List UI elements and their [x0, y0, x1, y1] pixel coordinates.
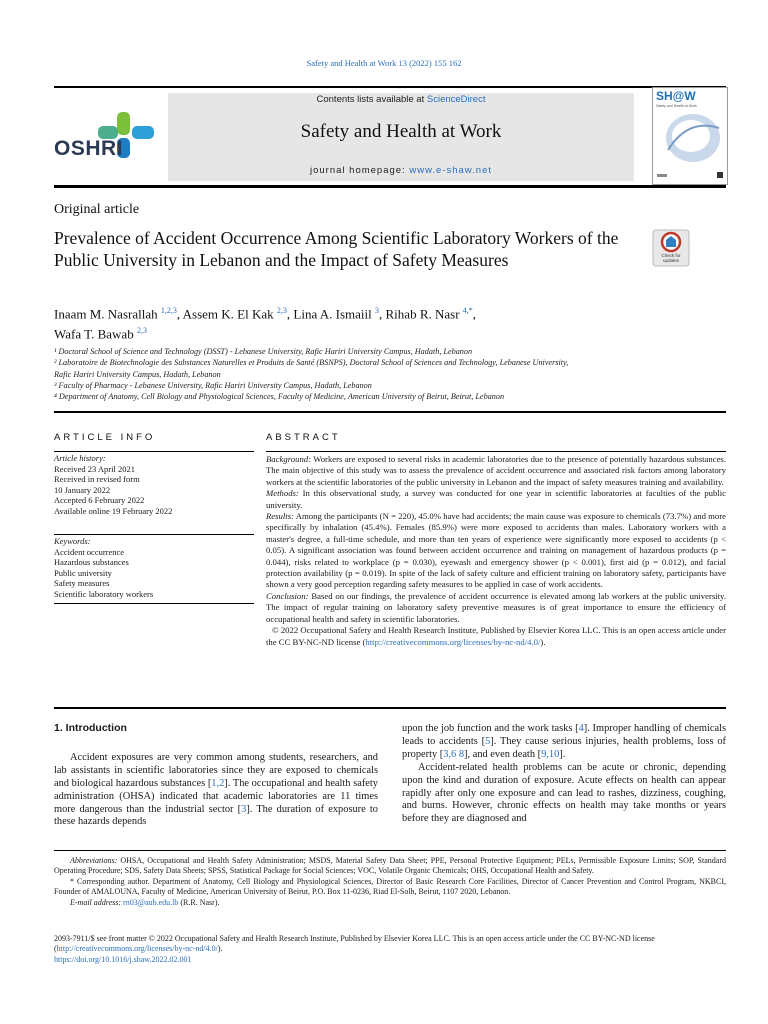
cover-subtitle: Safety and Health at Work: [656, 104, 697, 108]
history-item: Received 23 April 2021: [54, 463, 135, 474]
running-head[interactable]: Safety and Health at Work 13 (2022) 155 162: [306, 58, 462, 68]
history-item: Received in revised form: [54, 474, 140, 485]
text-run: ]. The occupational and health safety administration (OHSA) indicated that academic laboratories are 11 times more dangerous than the industrial sector [: [54, 777, 378, 815]
affiliation-rule: [54, 411, 726, 413]
author-name[interactable]: Rihab R. Nasr: [385, 306, 460, 322]
keyword-item[interactable]: Safety measures: [54, 578, 110, 589]
history-item: Available online 19 February 2022: [54, 505, 173, 516]
journal-homepage-link[interactable]: www.e-shaw.net: [409, 165, 492, 176]
text-run: ]. The duration of exposure to these hazards depends: [54, 803, 378, 828]
author-affiliation-ref[interactable]: 2,3: [276, 306, 287, 315]
affiliation-line: ¹ Doctoral School of Science and Technology (DSST) - Lebanese University, Rafic Hariri University Campus, Hadath, Lebanon: [54, 347, 473, 356]
cover-logo: SH@W: [656, 89, 696, 103]
intro-paragraph-continued: [402, 723, 726, 762]
page-bottom-info: [54, 934, 726, 965]
abstract-background: [266, 454, 726, 488]
intro-paragraph: Accident-related health problems can be acute or chronic, depending upon the kind and duration of exposure. Acute effects on health can appear rapidly after only one exposure and can lead to rashes, dizziness, coughing, and burns. However, chronic effects on health may take months or years before they are diagnosed and: [402, 761, 726, 825]
author-name[interactable]: Wafa T. Bawab: [54, 326, 134, 342]
author-name[interactable]: Assem K. El Kak: [182, 306, 274, 322]
citation-link[interactable]: 5: [485, 735, 491, 747]
citation-link[interactable]: 1,2: [211, 777, 225, 789]
affiliation-line: ³ Faculty of Pharmacy - Lebanese University, Rafic Hariri University Campus, Hadath, Lebanon: [54, 380, 372, 390]
text-run: ].: [559, 748, 566, 760]
doi-link[interactable]: https://doi.org/10.1016/j.shaw.2022.02.001: [54, 954, 192, 964]
abstract-bottom-rule: [54, 707, 726, 709]
homepage-prefix: journal homepage:: [310, 165, 410, 176]
article-info-bottom-rule: [54, 603, 254, 604]
abstract-rule: [266, 451, 726, 452]
copyright-end: ).: [540, 636, 546, 647]
footnotes: [54, 856, 726, 908]
crossmark-label: Check for updates: [661, 253, 681, 263]
email-link[interactable]: rn03@aub.edu.lb: [123, 897, 179, 907]
issn-line: [54, 934, 726, 955]
abstract-body: [266, 454, 726, 648]
sciencedirect-link[interactable]: ScienceDirect: [426, 94, 486, 105]
text-run: ], and even death [: [464, 748, 542, 760]
article-type: Original article: [54, 202, 140, 217]
abbreviations-text: OHSA, Occupational and Health Safety Administration; MSDS, Material Safety Data Sheet; PPE, Personal Protective Equipment; PELs, Permissible Exposure Limits; SOP, Standard Operating Procedure; SDS, Safety Data Sheets; SPSS, Statistical Package for Social Sciences; VOC, Volatile Organic Chemicals; OHS, Occupational Health and Safety.: [54, 856, 726, 876]
history-item: Accepted 6 February 2022: [54, 495, 145, 506]
article-title: Prevalence of Accident Occurrence Among Scientific Laboratory Workers of the Public University in Lebanon and the Impact of Safety Measures: [54, 228, 619, 270]
abstract-copyright: [266, 625, 726, 648]
background-label: Background:: [266, 454, 312, 464]
intro-paragraph: [54, 752, 378, 829]
email-footnote: [54, 898, 726, 908]
author-affiliation-ref[interactable]: 4,*: [462, 306, 473, 315]
check-for-updates-badge[interactable]: [652, 229, 690, 267]
homepage-line: [168, 165, 634, 176]
header-rule-bottom: [54, 185, 726, 188]
body-column-left: [54, 722, 378, 829]
section-heading-introduction: 1. Introduction: [54, 722, 127, 734]
abstract-results: [266, 511, 726, 591]
keyword-item[interactable]: Public university: [54, 567, 112, 578]
journal-title: Safety and Health at Work: [300, 121, 502, 142]
abstract-conclusion: [266, 591, 726, 625]
keyword-item[interactable]: Scientific laboratory workers: [54, 588, 154, 599]
affiliation-line: ² Laboratoire de Biotechnologie des Substances Naturelles et Produits de Santé (BSNPS), Doctoral School of Sciences and Technology, Lebanese University,: [54, 358, 569, 368]
article-history: [54, 453, 254, 517]
article-info-heading: ARTICLE INFO: [54, 432, 156, 443]
citation-link[interactable]: 3,6 8: [443, 748, 465, 760]
affiliation-line: ⁴ Department of Anatomy, Cell Biology and Physiological Sciences, Faculty of Medicine, American University of Beirut, Beirut, Lebanon: [54, 392, 505, 402]
abbreviations-label: Abbreviations:: [70, 856, 118, 865]
author-separator: ,: [472, 306, 477, 322]
affiliation-line: Rafic Hariri University Campus, Hadath, Lebanon: [54, 369, 221, 379]
text-run: ]. They cause serious injuries, health problems, loss of property [: [402, 735, 726, 760]
results-text: Among the participants (N = 220), 45.0% have had accidents; the main cause was exposure to chemicals (73.7%) and more specifically by inhalation (45.4%). Females (85.9%) were more exposed to accidents than males. Laboratory workers with a master's degree, a full-time schedule, and more than ten years of experience were significantly more exposed to accidents (p < 0.05). A significant association was found between accident occurrence and training on management of hazardous products (p = 0.044), risks related to workplace (p = 0.030), eyewash and emergency shower (p < 0.001), first aid (p = 0.012), and facial protection availability (p = 0.019). In spite of the lack of safety culture and efficient training on laboratory safety, participants have shown a very good perception regarding safety measures to be applied in case of work accidents.: [266, 511, 726, 590]
contents-line: [168, 94, 634, 105]
citation-link[interactable]: 4: [578, 723, 584, 734]
author-affiliation-ref[interactable]: 2,3: [136, 326, 147, 336]
keyword-item[interactable]: Accident occurrence: [54, 546, 125, 557]
corresponding-author-footnote: * Corresponding author. Department of Anatomy, Cell Biology and Physiological Sciences, Director of Basic Research Core Facilities, Director of Cancer Prevention and Control Program, NKBCI, Founder of AMALOUNA, Faculty of Medicine, American University of Beirut, P.O. Box 11-0236, Riad El-Solh, Beirut, 1107 2020, Lebanon.: [54, 876, 726, 897]
citation-link[interactable]: 3: [241, 803, 247, 815]
history-label: Article history:: [54, 453, 106, 463]
history-item: 10 January 2022: [54, 484, 111, 495]
contents-prefix: Contents lists available at: [316, 94, 427, 105]
copyright-text: © 2022 Occupational Safety and Health Research Institute, Published by Elsevier Korea LLC. This is an open access article under the CC BY-NC-ND license (: [266, 625, 726, 647]
email-suffix: (R.R. Nasr).: [178, 897, 220, 907]
publisher-logo-text: OSHRI: [54, 137, 124, 160]
author-separator: ,: [286, 306, 294, 322]
keywords: [54, 536, 254, 600]
text-run: Accident exposures are very common among students, researchers, and lab assistants in scientific laboratories since they are exposed to chemicals and biological hazardous substances [: [54, 751, 378, 789]
author-affiliation-ref[interactable]: 1,2,3: [160, 306, 177, 315]
journal-header-box: [168, 93, 634, 181]
oshri-logo: [54, 110, 154, 162]
body-column-right: [402, 723, 726, 826]
abstract-heading: ABSTRACT: [266, 432, 341, 443]
email-label: E-mail address:: [70, 897, 122, 907]
abbreviations-footnote: [54, 856, 726, 877]
issn-text: 2093-7911/$ see front matter © 2022 Occupational Safety and Health Research Institute, Published by Elsevier Korea LLC. This is an open access article under the CC BY-NC-ND license (: [54, 934, 655, 954]
author-affiliation-ref[interactable]: 3: [375, 306, 380, 315]
author-name[interactable]: Inaam M. Nasrallah: [54, 306, 158, 322]
journal-cover-thumbnail[interactable]: [652, 87, 728, 185]
keywords-label: Keywords:: [54, 536, 91, 546]
methods-text: In this observational study, a survey was conducted for one year in scientific laboratories at faculties of the public university.: [266, 488, 726, 510]
affiliations: [54, 346, 734, 402]
cover-artwork-icon: [653, 88, 727, 184]
author-separator: ,: [176, 306, 183, 322]
conclusion-label: Conclusion:: [266, 590, 309, 601]
header-rule-top: [54, 86, 726, 88]
results-label: Results:: [266, 511, 294, 522]
license-link[interactable]: http://creativecommons.org/licenses/by-nc-nd/4.0/: [365, 636, 541, 647]
author-separator: ,: [379, 306, 386, 322]
conclusion-text: Based on our findings, the prevalence of accident occurrence is elevated among lab workers at the public university. The impact of regular training on laboratory safety preventive measures is of great importance to ensure the efficiency of occupational health and safety in scientific laboratories.: [266, 590, 726, 624]
text-run: ]. Improper handling of chemicals leads to accidents [: [402, 723, 726, 747]
background-text: Workers are exposed to several risks in academic laboratories due to the presence of potentially hazardous substances. The main objective of this study was to assess the prevalence of accident occurrence and associated risk factors among laboratory workers at the scientific laboratories of the public university in Lebanon and the impact of safety measures training and availability.: [266, 454, 726, 487]
author-name[interactable]: Lina A. Ismaiil: [293, 306, 372, 322]
license-end: ).: [217, 944, 223, 954]
text-run: upon the job function and the work tasks [: [402, 723, 579, 734]
keyword-item[interactable]: Hazardous substances: [54, 557, 129, 568]
abstract-methods: [266, 488, 726, 511]
footnote-rule: [54, 850, 726, 851]
article-info-rule: [54, 451, 254, 452]
bottom-license-link[interactable]: http://creativecommons.org/licenses/by-nc-nd/4.0/: [56, 944, 218, 954]
article-info-divider: [54, 534, 254, 535]
methods-label: Methods:: [266, 488, 299, 499]
author-list: [54, 302, 654, 343]
citation-link[interactable]: 9,10: [541, 748, 560, 760]
